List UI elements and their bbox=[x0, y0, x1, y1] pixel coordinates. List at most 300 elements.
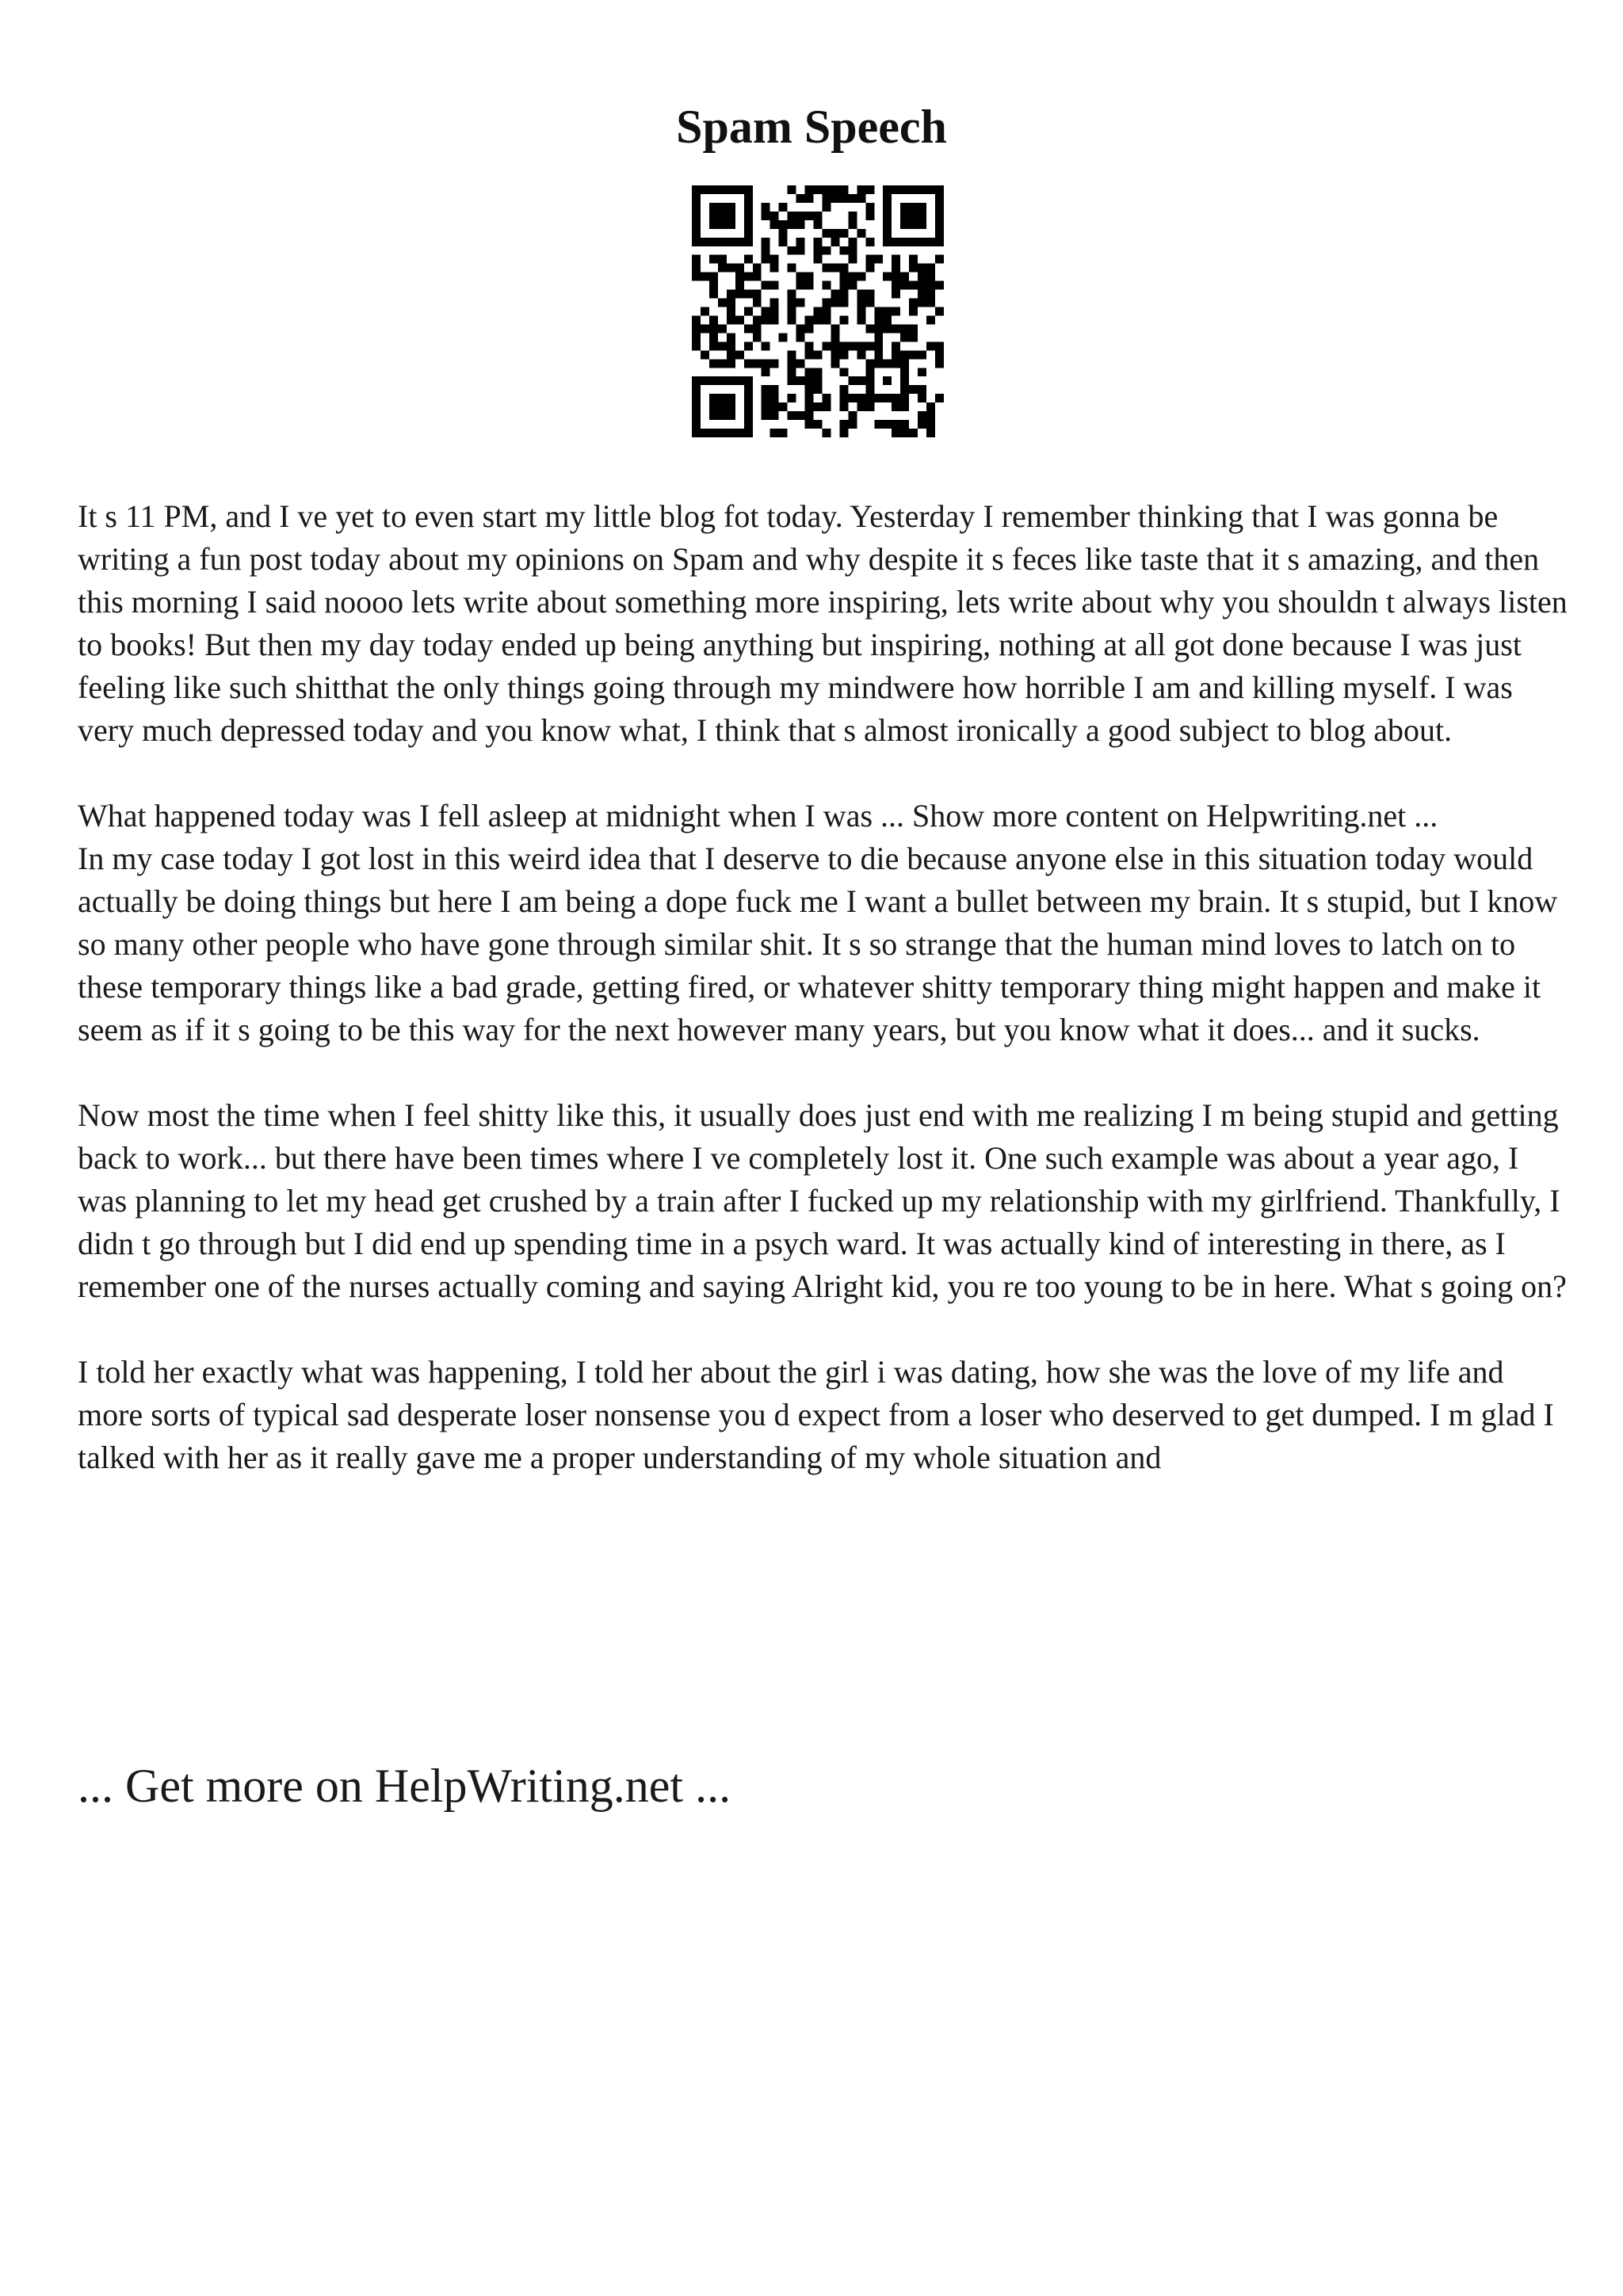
qr-module bbox=[796, 333, 805, 341]
qr-module bbox=[805, 341, 814, 350]
qr-module bbox=[822, 307, 831, 316]
qr-module bbox=[762, 385, 770, 394]
qr-module bbox=[805, 350, 814, 359]
qr-module bbox=[892, 290, 900, 299]
qr-module bbox=[692, 324, 701, 333]
qr-module bbox=[788, 264, 796, 273]
qr-module bbox=[865, 299, 874, 307]
qr-module bbox=[874, 255, 883, 264]
qr-module bbox=[692, 220, 701, 229]
qr-module bbox=[831, 264, 839, 273]
qr-module bbox=[814, 376, 823, 385]
qr-module bbox=[839, 315, 848, 324]
qr-module bbox=[883, 194, 892, 203]
qr-module bbox=[926, 315, 935, 324]
qr-module bbox=[709, 402, 718, 411]
qr-module bbox=[701, 185, 709, 194]
qr-module bbox=[865, 264, 874, 273]
qr-module bbox=[865, 255, 874, 264]
qr-module bbox=[796, 212, 805, 220]
qr-module bbox=[709, 394, 718, 402]
qr-module bbox=[770, 411, 779, 420]
qr-module bbox=[814, 238, 823, 246]
qr-module bbox=[718, 212, 727, 220]
qr-module bbox=[822, 264, 831, 273]
qr-module bbox=[839, 273, 848, 281]
qr-module bbox=[788, 376, 796, 385]
qr-module bbox=[926, 281, 935, 290]
qr-module bbox=[718, 341, 727, 350]
qr-module bbox=[831, 299, 839, 307]
qr-module bbox=[805, 194, 814, 203]
qr-module bbox=[701, 376, 709, 385]
qr-module bbox=[839, 264, 848, 273]
qr-module bbox=[796, 324, 805, 333]
qr-module bbox=[865, 394, 874, 402]
qr-module bbox=[935, 212, 944, 220]
qr-module bbox=[865, 385, 874, 394]
qr-module bbox=[753, 290, 762, 299]
qr-module bbox=[892, 238, 900, 246]
qr-module bbox=[926, 429, 935, 437]
qr-module bbox=[900, 203, 909, 212]
qr-module bbox=[744, 212, 753, 220]
qr-module bbox=[814, 402, 823, 411]
qr-module bbox=[926, 264, 935, 273]
qr-module bbox=[865, 185, 874, 194]
qr-module bbox=[762, 246, 770, 255]
qr-module bbox=[692, 402, 701, 411]
qr-module bbox=[735, 429, 744, 437]
qr-module bbox=[857, 341, 865, 350]
qr-module bbox=[935, 203, 944, 212]
qr-module bbox=[805, 402, 814, 411]
qr-module bbox=[918, 385, 926, 394]
qr-module bbox=[770, 264, 779, 273]
qr-module bbox=[753, 273, 762, 281]
qr-module bbox=[883, 203, 892, 212]
qr-module bbox=[900, 238, 909, 246]
qr-module bbox=[848, 220, 857, 229]
qr-module bbox=[762, 341, 770, 350]
qr-module bbox=[857, 194, 865, 203]
qr-module bbox=[839, 420, 848, 429]
qr-module bbox=[814, 315, 823, 324]
qr-module bbox=[822, 246, 831, 255]
qr-module bbox=[918, 394, 926, 402]
qr-module bbox=[883, 324, 892, 333]
qr-module bbox=[900, 333, 909, 341]
qr-module bbox=[874, 324, 883, 333]
qr-module bbox=[883, 212, 892, 220]
qr-module bbox=[909, 429, 918, 437]
qr-module bbox=[831, 229, 839, 238]
qr-module bbox=[918, 203, 926, 212]
qr-module bbox=[692, 255, 701, 264]
qr-module bbox=[692, 185, 701, 194]
qr-module bbox=[918, 281, 926, 290]
qr-module bbox=[839, 394, 848, 402]
qr-code-graphic bbox=[692, 185, 944, 437]
qr-module bbox=[839, 429, 848, 437]
qr-module bbox=[865, 212, 874, 220]
qr-module bbox=[770, 212, 779, 220]
qr-module bbox=[918, 299, 926, 307]
qr-module bbox=[935, 307, 944, 316]
qr-module bbox=[831, 359, 839, 368]
qr-module bbox=[735, 290, 744, 299]
qr-module bbox=[900, 324, 909, 333]
qr-module bbox=[892, 420, 900, 429]
qr-module bbox=[831, 324, 839, 333]
qr-module bbox=[770, 359, 779, 368]
qr-module bbox=[839, 246, 848, 255]
qr-module bbox=[918, 350, 926, 359]
qr-module bbox=[805, 281, 814, 290]
qr-module bbox=[718, 402, 727, 411]
qr-module bbox=[822, 429, 831, 437]
qr-module bbox=[918, 220, 926, 229]
qr-module bbox=[744, 394, 753, 402]
qr-module bbox=[926, 290, 935, 299]
qr-module bbox=[796, 220, 805, 229]
qr-module bbox=[805, 324, 814, 333]
qr-module bbox=[753, 264, 762, 273]
qr-module bbox=[796, 238, 805, 246]
qr-module bbox=[857, 307, 865, 316]
qr-module bbox=[874, 307, 883, 316]
qr-module bbox=[814, 246, 823, 255]
qr-module bbox=[892, 394, 900, 402]
qr-module bbox=[892, 324, 900, 333]
qr-module bbox=[892, 359, 900, 368]
qr-module bbox=[770, 281, 779, 290]
qr-module bbox=[692, 273, 701, 281]
qr-module bbox=[883, 229, 892, 238]
qr-module bbox=[770, 255, 779, 264]
qr-module bbox=[727, 203, 735, 212]
qr-module bbox=[744, 341, 753, 350]
qr-module bbox=[718, 185, 727, 194]
qr-module bbox=[926, 420, 935, 429]
qr-module bbox=[692, 333, 701, 341]
qr-module bbox=[918, 290, 926, 299]
qr-module bbox=[735, 315, 744, 324]
qr-module bbox=[788, 307, 796, 316]
qr-module bbox=[718, 324, 727, 333]
paragraph-1: It s 11 PM, and I ve yet to even start my little blog fot today. Yesterday I remember thinking that I was gonna be writing a fun post today about my opinions on Spam and why despite it s feces like taste that it s amazing, and then this morning I said noooo lets write about something more inspiring, lets write about why you shouldn t always listen to books! But then my day today ended up being anything but inspiring, nothing at all got done because I was just feeling like such shitthat the only things going through my mindwere how horrible I am and killing myself. I was very much depressed today and you know what, I think that s almost ironically a good subject to blog about. bbox=[78, 498, 1568, 748]
qr-module bbox=[865, 402, 874, 411]
qr-module bbox=[709, 315, 718, 324]
qr-module bbox=[848, 212, 857, 220]
qr-module bbox=[848, 194, 857, 203]
qr-module bbox=[883, 420, 892, 429]
qr-module bbox=[839, 185, 848, 194]
qr-module bbox=[909, 350, 918, 359]
qr-module bbox=[900, 212, 909, 220]
qr-module bbox=[762, 394, 770, 402]
qr-module bbox=[909, 238, 918, 246]
qr-module bbox=[848, 341, 857, 350]
qr-module bbox=[909, 307, 918, 316]
qr-module bbox=[796, 273, 805, 281]
qr-module bbox=[718, 411, 727, 420]
qr-module bbox=[718, 359, 727, 368]
qr-module bbox=[692, 229, 701, 238]
qr-module bbox=[762, 411, 770, 420]
qr-module bbox=[788, 350, 796, 359]
qr-module bbox=[883, 238, 892, 246]
qr-module bbox=[874, 394, 883, 402]
qr-module bbox=[735, 376, 744, 385]
qr-module bbox=[805, 376, 814, 385]
qr-module bbox=[701, 273, 709, 281]
qr-module bbox=[814, 368, 823, 376]
qr-module bbox=[926, 238, 935, 246]
qr-module bbox=[788, 368, 796, 376]
qr-module bbox=[727, 333, 735, 341]
qr-module bbox=[779, 220, 788, 229]
qr-module bbox=[857, 376, 865, 385]
qr-module bbox=[762, 359, 770, 368]
qr-module bbox=[744, 194, 753, 203]
qr-module bbox=[900, 220, 909, 229]
qr-module bbox=[727, 394, 735, 402]
qr-module bbox=[935, 255, 944, 264]
qr-module bbox=[883, 359, 892, 368]
qr-module bbox=[874, 315, 883, 324]
qr-module bbox=[788, 394, 796, 402]
qr-module bbox=[857, 185, 865, 194]
qr-module bbox=[788, 315, 796, 324]
qr-module bbox=[727, 220, 735, 229]
qr-module bbox=[848, 281, 857, 290]
qr-module bbox=[857, 394, 865, 402]
qr-module bbox=[779, 402, 788, 411]
qr-module bbox=[848, 255, 857, 264]
qr-module bbox=[848, 246, 857, 255]
qr-module bbox=[857, 273, 865, 281]
qr-module bbox=[709, 411, 718, 420]
qr-module bbox=[701, 324, 709, 333]
qr-module bbox=[848, 238, 857, 246]
qr-module bbox=[839, 350, 848, 359]
qr-module bbox=[692, 238, 701, 246]
qr-module bbox=[883, 376, 892, 385]
qr-module bbox=[701, 429, 709, 437]
qr-module bbox=[762, 307, 770, 316]
qr-module bbox=[892, 281, 900, 290]
qr-module bbox=[727, 411, 735, 420]
qr-module bbox=[926, 411, 935, 420]
qr-module bbox=[918, 368, 926, 376]
qr-module bbox=[744, 203, 753, 212]
qr-module bbox=[822, 394, 831, 402]
qr-module bbox=[865, 324, 874, 333]
qr-module bbox=[692, 411, 701, 420]
qr-module bbox=[796, 359, 805, 368]
get-more-link[interactable]: ... Get more on HelpWriting.net ... bbox=[78, 1760, 731, 1812]
qr-module bbox=[709, 212, 718, 220]
qr-module bbox=[814, 185, 823, 194]
qr-module bbox=[848, 376, 857, 385]
qr-module bbox=[883, 185, 892, 194]
qr-module bbox=[770, 394, 779, 402]
paragraph-4: Now most the time when I feel shitty like this, it usually does just end with me realizing I m being stupid and getting back to work... but there have been times where I ve completely lost it. One such example was about a year ago, I was planning to let my head get crushed by a train after I fucked up my relationship with my girlfriend. Thankfully, I didn t go through but I did end up spending time in a psych ward. It was actually kind of interesting in there, as I remember one of the nurses actually coming and saying Alright kid, you re too young to be in here. What s going on? bbox=[78, 1097, 1567, 1304]
qr-module bbox=[848, 273, 857, 281]
qr-module bbox=[900, 394, 909, 402]
qr-module bbox=[805, 212, 814, 220]
qr-module bbox=[909, 385, 918, 394]
qr-module bbox=[918, 238, 926, 246]
qr-module bbox=[857, 350, 865, 359]
qr-module bbox=[831, 341, 839, 350]
qr-module bbox=[727, 429, 735, 437]
qr-module bbox=[900, 350, 909, 359]
qr-module bbox=[814, 385, 823, 394]
qr-module bbox=[805, 411, 814, 420]
qr-module bbox=[727, 359, 735, 368]
qr-module bbox=[744, 229, 753, 238]
qr-module bbox=[770, 429, 779, 437]
qr-module bbox=[762, 255, 770, 264]
qr-module bbox=[900, 273, 909, 281]
qr-module bbox=[735, 350, 744, 359]
qr-module bbox=[935, 220, 944, 229]
qr-module bbox=[718, 203, 727, 212]
qr-module bbox=[762, 402, 770, 411]
qr-module bbox=[822, 185, 831, 194]
qr-module bbox=[822, 281, 831, 290]
qr-module bbox=[770, 385, 779, 394]
qr-module bbox=[857, 290, 865, 299]
qr-module bbox=[709, 290, 718, 299]
qr-module bbox=[727, 376, 735, 385]
qr-module bbox=[935, 238, 944, 246]
qr-module bbox=[735, 281, 744, 290]
qr-module bbox=[709, 238, 718, 246]
qr-module bbox=[900, 359, 909, 368]
qr-module bbox=[839, 385, 848, 394]
qr-module bbox=[839, 229, 848, 238]
qr-module bbox=[865, 290, 874, 299]
qr-module bbox=[926, 299, 935, 307]
qr-module bbox=[692, 212, 701, 220]
qr-module bbox=[796, 376, 805, 385]
qr-module bbox=[892, 307, 900, 316]
qr-module bbox=[788, 359, 796, 368]
qr-module bbox=[848, 420, 857, 429]
qr-module bbox=[814, 220, 823, 229]
qr-module bbox=[865, 203, 874, 212]
qr-module bbox=[753, 324, 762, 333]
qr-module bbox=[718, 376, 727, 385]
qr-module bbox=[814, 307, 823, 316]
qr-module bbox=[874, 350, 883, 359]
qr-module bbox=[744, 290, 753, 299]
qr-module bbox=[709, 429, 718, 437]
qr-module bbox=[900, 402, 909, 411]
qr-module bbox=[692, 420, 701, 429]
qr-module bbox=[848, 411, 857, 420]
qr-module bbox=[883, 273, 892, 281]
qr-module bbox=[839, 368, 848, 376]
qr-module bbox=[918, 420, 926, 429]
qr-module bbox=[744, 324, 753, 333]
qr-module bbox=[883, 315, 892, 324]
qr-module bbox=[753, 333, 762, 341]
qr-module bbox=[892, 273, 900, 281]
paragraph-3: In my case today I got lost in this weird idea that I deserve to die because anyone else in this situation today would actually be doing things but here I am being a dope fuck me I want a bullet between my brain. It s stupid, but I know so many other people who have gone through similar shit. It s so strange that the human mind loves to latch on to these temporary things like a bad grade, getting fired, or whatever shitty temporary thing might happen and make it seem as if it s going to be this way for the next however many years, but you know what it does... and it sucks. bbox=[78, 841, 1558, 1047]
qr-module bbox=[839, 194, 848, 203]
qr-module bbox=[727, 264, 735, 273]
qr-module bbox=[779, 429, 788, 437]
qr-module bbox=[744, 220, 753, 229]
qr-module bbox=[727, 185, 735, 194]
qr-module bbox=[744, 185, 753, 194]
qr-module bbox=[848, 394, 857, 402]
qr-module bbox=[701, 350, 709, 359]
qr-module bbox=[770, 220, 779, 229]
qr-module bbox=[935, 194, 944, 203]
qr-module bbox=[692, 394, 701, 402]
qr-module bbox=[900, 385, 909, 394]
qr-module bbox=[918, 273, 926, 281]
qr-module bbox=[762, 281, 770, 290]
qr-module bbox=[770, 307, 779, 316]
qr-module bbox=[709, 359, 718, 368]
qr-module bbox=[839, 402, 848, 411]
qr-module bbox=[935, 229, 944, 238]
qr-module bbox=[892, 402, 900, 411]
qr-module bbox=[805, 185, 814, 194]
qr-module bbox=[865, 238, 874, 246]
qr-module bbox=[909, 281, 918, 290]
paragraph-5: I told her exactly what was happening, I told her about the girl i was dating, how she was the love of my life and more sorts of typical sad desperate loser nonsense you d expect from a loser who deserved to get dumped. I m glad I talked with her as it really gave me a proper understanding of my whole situation and bbox=[78, 1354, 1554, 1475]
qr-module bbox=[814, 255, 823, 264]
qr-module bbox=[718, 264, 727, 273]
qr-module bbox=[796, 281, 805, 290]
qr-module bbox=[892, 429, 900, 437]
qr-module bbox=[918, 264, 926, 273]
paragraph-2: What happened today was I fell asleep at midnight when I was ... Show more content on Helpwriting.net ... bbox=[78, 798, 1438, 833]
qr-code-icon bbox=[692, 185, 944, 437]
qr-module bbox=[865, 368, 874, 376]
qr-module bbox=[735, 238, 744, 246]
qr-module bbox=[788, 290, 796, 299]
qr-module bbox=[839, 299, 848, 307]
qr-module bbox=[822, 203, 831, 212]
qr-module bbox=[718, 220, 727, 229]
qr-module bbox=[831, 333, 839, 341]
qr-module bbox=[857, 229, 865, 238]
qr-module bbox=[744, 307, 753, 316]
qr-module bbox=[805, 315, 814, 324]
qr-module bbox=[926, 402, 935, 411]
qr-module bbox=[857, 315, 865, 324]
qr-module bbox=[796, 246, 805, 255]
qr-module bbox=[831, 185, 839, 194]
qr-module bbox=[788, 212, 796, 220]
qr-module bbox=[779, 229, 788, 238]
qr-module bbox=[892, 350, 900, 359]
qr-module bbox=[727, 307, 735, 316]
qr-module bbox=[692, 385, 701, 394]
qr-module bbox=[709, 281, 718, 290]
qr-module bbox=[909, 212, 918, 220]
qr-module bbox=[744, 402, 753, 411]
qr-module bbox=[839, 290, 848, 299]
